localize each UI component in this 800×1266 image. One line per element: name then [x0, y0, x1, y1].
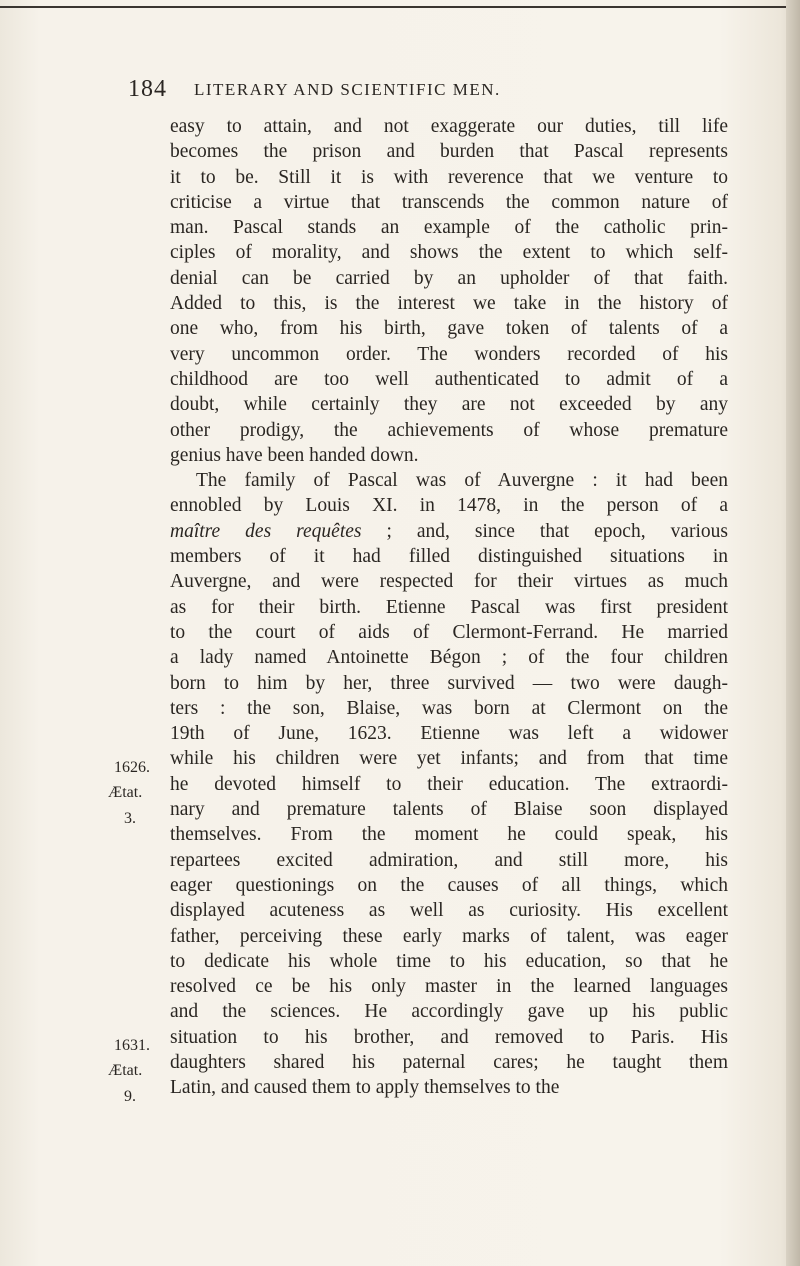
text-line: maître des requêtes ; and, since that epoch, various [170, 520, 728, 542]
text-line: born to him by her, three survived — two were daugh- [170, 672, 728, 694]
text-line: to the court of aids of Clermont-Ferrand. He married [170, 621, 728, 643]
text-line: members of it had filled distinguished situations in [170, 546, 728, 568]
text-line: while his children were yet infants; and from that time [170, 748, 728, 770]
top-border-rule [0, 6, 800, 8]
text-line: ters : the son, Blaise, was born at Clermont on the [170, 697, 728, 719]
text-line: other prodigy, the achievements of whose premature [170, 419, 728, 441]
text-line: it to be. Still it is with reverence that we venture to [170, 166, 728, 188]
text-line: a lady named Antoinette Bégon ; of the four children [170, 647, 728, 669]
text-line: Added to this, is the interest we take in the history of [170, 293, 728, 315]
text-line: nary and premature talents of Blaise soon displayed [170, 799, 728, 821]
page-number: 184 [128, 76, 167, 102]
text-line: denial can be carried by an upholder of that faith. [170, 267, 728, 289]
text-line: one who, from his birth, gave token of talents of a [170, 318, 728, 340]
text-line: Auvergne, and were respected for their virtues as much [170, 571, 728, 593]
text-line: doubt, while certainly they are not exceeded by any [170, 394, 728, 416]
text-line: he devoted himself to their education. The extraordi- [170, 773, 728, 795]
text-line: criticise a virtue that transcends the common nature of [170, 191, 728, 213]
text-line: themselves. From the moment he could speak, his [170, 824, 728, 846]
text-line: Latin, and caused them to apply themselves to the [170, 1077, 560, 1099]
text-line: resolved ce be his only master in the learned languages [170, 976, 728, 998]
text-line: ciples of morality, and shows the extent to which self- [170, 242, 728, 264]
text-line: to dedicate his whole time to his education, so that he [170, 950, 728, 972]
text-line: becomes the prison and burden that Pascal represents [170, 141, 728, 163]
text-line: daughters shared his paternal cares; he taught them [170, 1051, 728, 1073]
body-text [170, 114, 728, 1101]
margin-year: 1626. [114, 759, 150, 776]
text-line: displayed acuteness as well as curiosity. His excellent [170, 900, 728, 922]
margin-note-1626 [108, 755, 168, 831]
text-line: eager questionings on the causes of all things, which [170, 874, 728, 896]
margin-year: 1631. [114, 1037, 150, 1054]
text-line: genius have been handed down. [170, 444, 419, 466]
text-line: and the sciences. He accordingly gave up his public [170, 1001, 728, 1023]
page-edge-shadow [786, 0, 800, 1266]
text-line: repartees excited admiration, and still more, his [170, 849, 728, 871]
text-line: The family of Pascal was of Auvergne : it had been [196, 470, 728, 492]
text-line: 19th of June, 1623. Etienne was left a widower [170, 723, 728, 745]
margin-age: 3. [124, 809, 136, 827]
text-line: childhood are too well authenticated to admit of a [170, 368, 728, 390]
text-line: as for their birth. Etienne Pascal was first president [170, 596, 728, 618]
margin-etat: Ætat. [108, 1062, 143, 1080]
text-line: man. Pascal stands an example of the catholic prin- [170, 217, 728, 239]
text-line: very uncommon order. The wonders recorded of his [170, 343, 728, 365]
text-line: situation to his brother, and removed to Paris. His [170, 1026, 728, 1048]
running-head: LITERARY AND SCIENTIFIC MEN. [194, 80, 501, 99]
page-header [128, 76, 688, 106]
margin-note-1631 [108, 1033, 168, 1109]
text-line: father, perceiving these early marks of talent, was eager [170, 925, 728, 947]
italic-phrase: maître des requêtes [170, 520, 362, 542]
text-line: easy to attain, and not exaggerate our duties, till life [170, 116, 728, 137]
margin-etat: Ætat. [108, 784, 143, 802]
text-line: ennobled by Louis XI. in 1478, in the person of a [170, 495, 728, 517]
margin-age: 9. [124, 1087, 136, 1105]
